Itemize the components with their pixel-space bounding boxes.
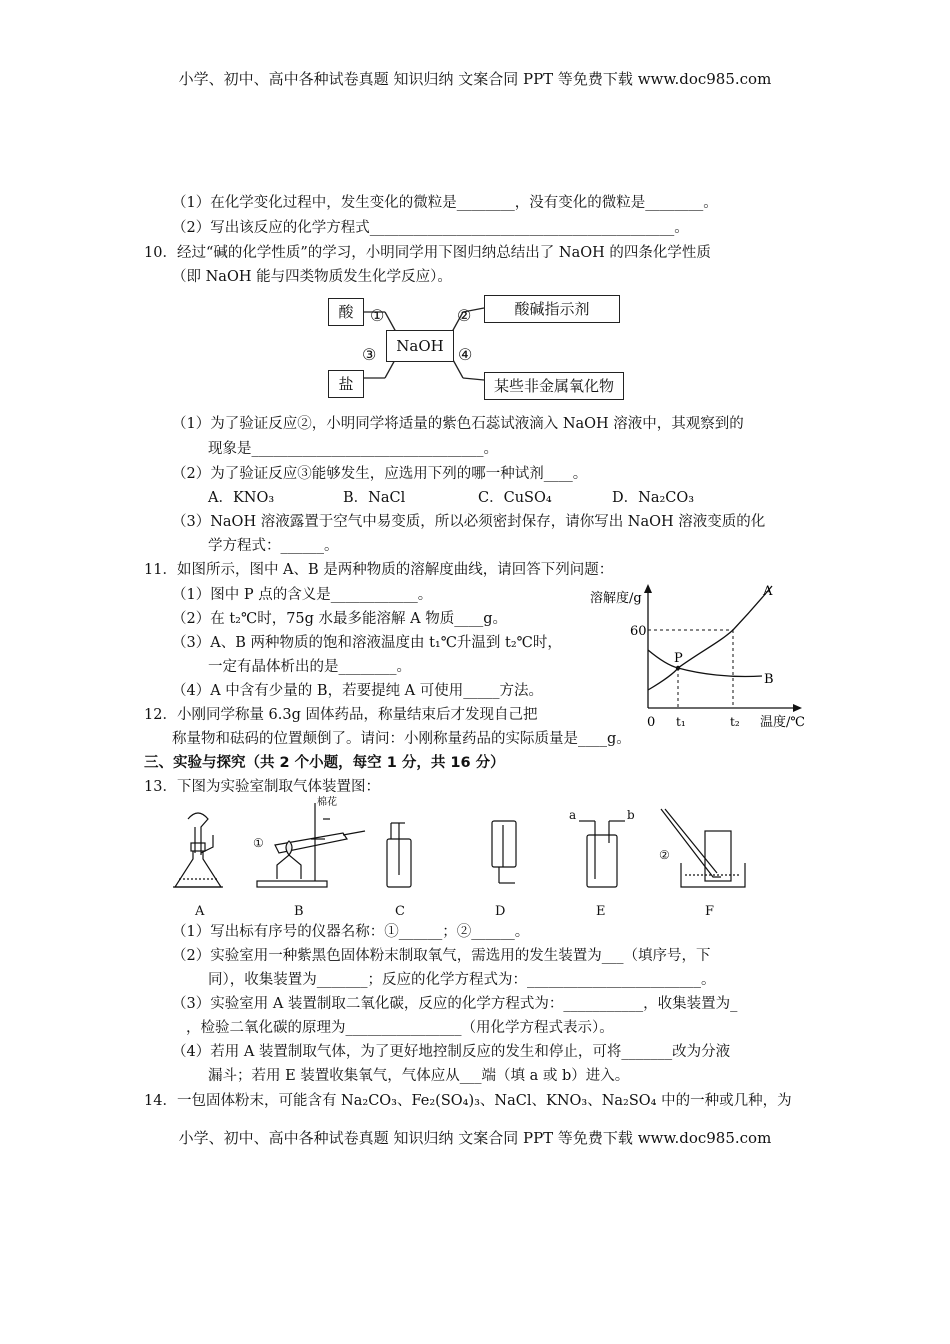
label-a: A [195, 904, 205, 919]
label-1: ① [370, 306, 385, 325]
q11-part3-a: （3）A、B 两种物质的饱和溶液温度由 t₁℃升温到 t₂℃时， [172, 635, 562, 651]
label-port-a: a [569, 808, 577, 822]
box-indicator: 酸碱指示剂 [484, 295, 620, 323]
apparatus-c [387, 823, 411, 887]
apparatus-e [579, 821, 625, 887]
origin-label: 0 [647, 715, 656, 730]
q10-part3-a: （3）NaOH 溶液露置于空气中易变质，所以必须密封保存，请你写出 NaOH 溶液变质的化 [172, 514, 766, 530]
q13-part3-a: （3）实验室用 A 装置制取二氧化碳，反应的化学方程式为：___________，收集装置为_ [172, 996, 738, 1012]
q11-part2: （2）在 t₂℃时，75g 水最多能溶解 A 物质____g。 [172, 611, 508, 627]
point-p [676, 666, 680, 670]
q13-stem: 13．下图为实验室制取气体装置图： [144, 779, 380, 795]
box-acid: 酸 [328, 298, 364, 326]
q9-line-2: （2）写出该反应的化学方程式__________________________________________。 [172, 220, 689, 236]
q12-line-1: 12．小刚同学称量 6.3g 固体药品，称量结束后才发现自己把 [144, 707, 538, 723]
q10-option-b: B．NaCl [343, 490, 406, 506]
label-b: B [294, 904, 304, 919]
page-header: 小学、初中、高中各种试卷真题 知识归纳 文案合同 PPT 等免费下载 www.doc985.com [178, 70, 772, 88]
apparatus-figure [165, 795, 765, 920]
q12-line-2: 称量物和砝码的位置颠倒了。请问：小刚称量药品的实际质量是____g。 [172, 731, 631, 747]
q13-part1: （1）写出标有序号的仪器名称：①______；②______。 [172, 924, 530, 940]
label-4: ④ [458, 345, 473, 364]
q10-option-a: A．KNO₃ [208, 490, 275, 506]
y-axis-label: 溶解度/g [590, 591, 642, 606]
q10-option-c: C．CuSO₄ [478, 490, 552, 506]
solubility-chart [590, 580, 820, 730]
curve-b [648, 650, 762, 677]
q10-option-d: D．Na₂CO₃ [612, 490, 695, 506]
point-p-label: P [674, 651, 683, 666]
box-oxide: 某些非金属氧化物 [484, 372, 624, 400]
page-footer: 小学、初中、高中各种试卷真题 知识归纳 文案合同 PPT 等免费下载 www.doc985.com [178, 1129, 772, 1147]
series-a-label: A [763, 584, 773, 599]
section-3-title: 三、实验与探究（共 2 个小题，每空 1 分，共 16 分） [144, 755, 505, 771]
label-port-b: b [627, 808, 635, 822]
q9-line-1: （1）在化学变化过程中，发生变化的微粒是________，没有变化的微粒是________。 [172, 195, 718, 211]
series-b-label: B [764, 672, 774, 687]
q13-part2-a: （2）实验室用一种紫黑色固体粉末制取氧气，需选用的发生装置为___（填序号，下 [172, 948, 711, 964]
label-f: F [705, 904, 715, 919]
q10-part1-a: （1）为了验证反应②，小明同学将适量的紫色石蕊试液滴入 NaOH 溶液中，其观察到的 [172, 416, 744, 432]
q13-part3-b: ，检验二氧化碳的原理为________________（用化学方程式表示）。 [186, 1020, 614, 1036]
q11-part4: （4）A 中含有少量的 B，若要提纯 A 可使用_____方法。 [172, 683, 544, 699]
apparatus-b [257, 803, 365, 887]
x-axis-arrow [793, 704, 802, 712]
apparatus-f [661, 809, 745, 887]
y-axis-arrow [644, 584, 652, 593]
q11-part3-b: 一定有晶体析出的是________。 [208, 659, 411, 675]
q13-part4-a: （4）若用 A 装置制取气体，为了更好地控制反应的发生和停止，可将_______改为分液 [172, 1044, 731, 1060]
label-mian-hua: 棉花 [317, 797, 337, 808]
x-tick-t1: t₁ [676, 715, 686, 729]
q10-part2: （2）为了验证反应③能够发生，应选用下列的哪一种试剂____。 [172, 466, 588, 482]
q14-line-1: 14．一包固体粉末，可能含有 Na₂CO₃、Fe₂(SO₄)₃、NaCl、KNO₃、Na₂SO₄ 中的一种或几种，为 [144, 1093, 792, 1109]
label-mark-2: ② [659, 848, 670, 862]
y-tick-60: 60 [630, 624, 647, 639]
q10-part1-b: 现象是________________________________。 [208, 441, 498, 457]
x-tick-t2: t₂ [730, 715, 740, 729]
naoh-diagram [320, 290, 630, 405]
apparatus-d [492, 821, 516, 883]
label-d: D [495, 904, 506, 919]
label-e: E [596, 904, 606, 919]
x-axis-label: 温度/℃ [760, 715, 805, 730]
apparatus-a [173, 813, 223, 887]
q10-stem-2: （即 NaOH 能与四类物质发生化学反应）。 [172, 269, 452, 285]
q10-stem-1: 10．经过“碱的化学性质”的学习，小明同学用下图归纳总结出了 NaOH 的四条化学性质 [144, 245, 711, 261]
label-3: ③ [362, 345, 377, 364]
q10-part3-b: 学方程式：______。 [208, 538, 339, 554]
q13-part2-b: 同），收集装置为_______；反应的化学方程式为：________________________。 [208, 972, 716, 988]
q11-stem: 11．如图所示，图中 A、B 是两种物质的溶解度曲线，请回答下列问题： [144, 562, 614, 578]
label-mark-1: ① [253, 836, 264, 850]
box-naoh: NaOH [386, 330, 454, 362]
label-2: ② [457, 306, 472, 325]
box-salt: 盐 [328, 370, 364, 398]
q11-part1: （1）图中 P 点的含义是____________。 [172, 587, 433, 603]
label-c: C [395, 904, 405, 919]
q13-part4-b: 漏斗；若用 E 装置收集氧气，气体应从___端（填 a 或 b）进入。 [208, 1068, 630, 1084]
